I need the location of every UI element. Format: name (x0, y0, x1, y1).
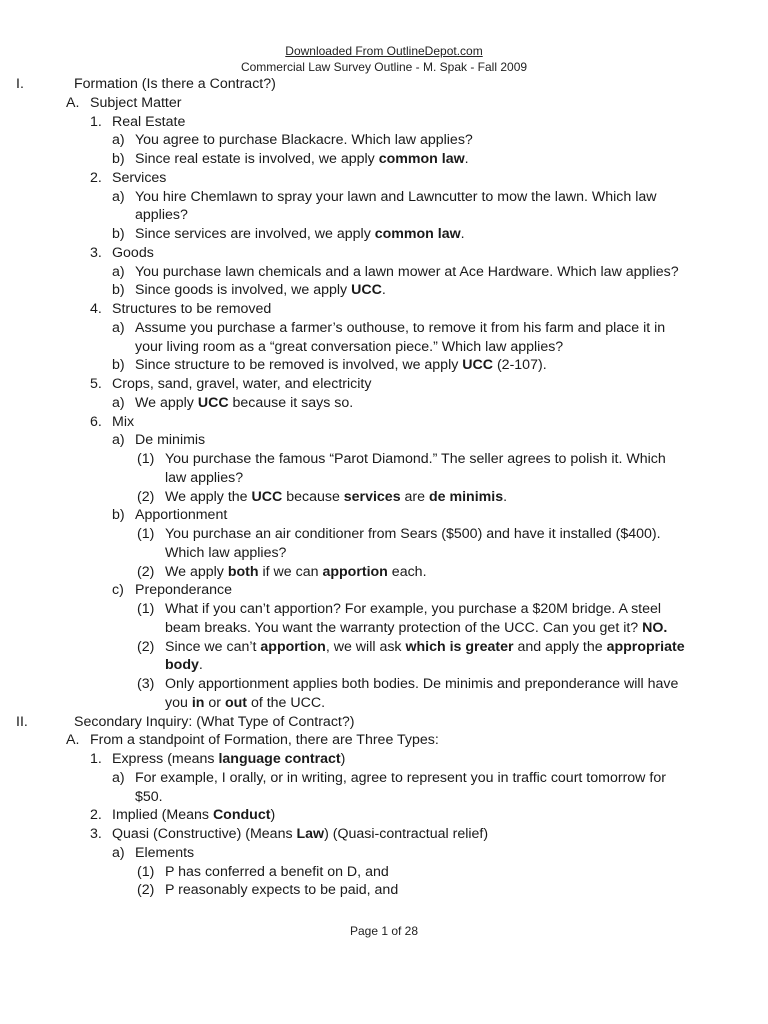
outline-text (112, 413, 134, 432)
outline-text (112, 244, 154, 263)
outline-text (165, 638, 685, 657)
outline-marker: (1) (137, 863, 155, 880)
bold-term: UCC (351, 282, 382, 299)
outline-line (0, 600, 768, 619)
outline-text (90, 94, 181, 113)
document-title: Commercial Law Survey Outline - M. Spak - Fall 2009 (240, 60, 528, 74)
outline-line (0, 881, 768, 900)
outline-text (165, 488, 507, 507)
outline-marker: 1. (90, 113, 102, 130)
text-run: Apportionment (135, 507, 228, 524)
outline-marker: b) (112, 507, 125, 524)
text-run: Since goods is involved, we apply (135, 282, 352, 299)
bold-term: language contract (218, 751, 341, 767)
bold-term: both (227, 563, 259, 580)
bold-term: UCC (197, 394, 229, 411)
outline-line (0, 750, 768, 769)
text-run: Secondary Inquiry: (What Type of Contract?) (74, 713, 355, 730)
outline-line (0, 75, 768, 94)
outline-line (0, 544, 768, 563)
text-run: ) (340, 751, 346, 767)
text-run: We apply (165, 563, 228, 580)
outline-line (0, 394, 768, 413)
bold-term: NO. (642, 619, 668, 636)
outline-text (135, 769, 666, 788)
page-number: Page 1 of 28 (349, 924, 419, 938)
outline-text (165, 525, 661, 544)
outline-line (0, 188, 768, 207)
text-run: Assume you purchase a farmer’s outhouse, to remove it from his farm and place it in (135, 319, 666, 336)
outline-text (165, 600, 661, 619)
bold-term: Conduct (212, 807, 271, 824)
outline-marker: b) (112, 282, 125, 299)
text-run: , we will ask (325, 638, 406, 655)
text-run: Since we can’t (165, 638, 261, 655)
outline-text (112, 113, 185, 132)
outline-marker: 5. (90, 376, 102, 392)
outline-text (165, 656, 203, 675)
outline-text (112, 750, 345, 769)
outline-line (0, 450, 768, 469)
text-run: $50. (135, 788, 163, 805)
bold-term: services (343, 488, 401, 505)
outline-text (165, 694, 325, 713)
text-run: . (460, 226, 465, 242)
outline-line (0, 244, 768, 263)
text-run: . (381, 282, 386, 299)
outline-marker: c) (112, 582, 124, 599)
text-run: P has conferred a benefit on D, and (165, 863, 389, 880)
outline-marker: (2) (137, 638, 155, 655)
text-run: beam breaks. You want the warranty protection of the UCC. Can you get it? (165, 619, 643, 636)
outline-marker: A. (66, 94, 80, 111)
bold-term: Law (296, 826, 325, 842)
outline-line (0, 431, 768, 450)
text-run: You hire Chemlawn to spray your lawn and Lawncutter to mow the lawn. Which law (135, 188, 657, 205)
text-run: Goods (112, 244, 154, 261)
source-link[interactable]: Downloaded From OutlineDepot.com (285, 44, 483, 58)
text-run: We apply the (165, 488, 252, 505)
outline-text (165, 563, 427, 582)
text-run: De minimis (135, 432, 206, 449)
outline-text (165, 881, 398, 900)
outline-text (135, 150, 469, 169)
outline-marker: II. (16, 713, 28, 730)
outline-marker: 1. (90, 751, 102, 767)
outline-line (0, 338, 768, 357)
text-run: Quasi (Constructive) (Means (112, 826, 297, 842)
outline-text (135, 263, 679, 282)
outline-marker: 3. (90, 244, 102, 261)
outline-marker: a) (112, 263, 125, 280)
text-run: You agree to purchase Blackacre. Which law applies? (135, 132, 473, 149)
outline-text (165, 619, 667, 638)
outline-marker: a) (112, 769, 125, 786)
outline-marker: 4. (90, 301, 102, 317)
text-run: or (204, 694, 225, 711)
text-run: Mix (112, 413, 135, 430)
outline-line (0, 563, 768, 582)
text-run: . (503, 488, 508, 505)
outline-text (135, 356, 547, 375)
text-run: law applies? (165, 469, 244, 486)
outline-line (0, 413, 768, 432)
outline-marker: a) (112, 394, 125, 411)
bold-term: out (224, 694, 247, 711)
outline-text (135, 788, 163, 807)
outline-marker: (1) (137, 451, 155, 467)
outline-text (112, 375, 371, 394)
outline-line (0, 94, 768, 113)
outline-text (135, 188, 657, 207)
bold-term: common law (374, 226, 461, 242)
text-run: You purchase lawn chemicals and a lawn mower at Ace Hardware. Which law applies? (135, 263, 679, 280)
outline-line (0, 788, 768, 807)
outline-text (74, 713, 354, 732)
outline-line (0, 581, 768, 600)
outline-line (0, 263, 768, 282)
outline-marker: (2) (137, 488, 155, 505)
text-run: if we can (258, 563, 323, 580)
outline-line (0, 638, 768, 657)
outline-text (135, 394, 353, 413)
outline-marker: (2) (137, 563, 155, 580)
bold-term: apportion (260, 638, 326, 655)
text-run: P reasonably expects to be paid, and (165, 882, 399, 899)
text-run: You purchase the famous “Parot Diamond.” The seller agrees to polish it. Which (165, 451, 666, 467)
outline-marker: A. (66, 732, 80, 749)
outline-line (0, 825, 768, 844)
outline-marker: b) (112, 357, 125, 374)
outline-marker: b) (112, 226, 125, 242)
outline-line (0, 506, 768, 525)
text-run: Services (112, 169, 167, 186)
outline-line (0, 675, 768, 694)
outline-text (135, 319, 665, 338)
outline-line (0, 225, 768, 244)
outline-text (135, 131, 473, 150)
outline-text (74, 75, 276, 94)
text-run: you (165, 694, 192, 711)
outline-marker: a) (112, 432, 125, 449)
text-run: are (400, 488, 429, 505)
outline-line (0, 844, 768, 863)
text-run: of the UCC. (247, 694, 326, 711)
text-run: Since services are involved, we apply (135, 226, 375, 242)
outline-line (0, 656, 768, 675)
text-run: each. (387, 563, 427, 580)
text-run: . (198, 657, 203, 674)
text-run: because (282, 488, 344, 505)
text-run: your living room as a “great conversation piece.” Which law applies? (135, 338, 564, 355)
text-run: Express (means (112, 751, 219, 767)
outline-text (135, 206, 188, 225)
text-run: Structures to be removed (112, 301, 272, 317)
bold-term: appropriate (606, 638, 685, 655)
outline-line (0, 863, 768, 882)
outline-line (0, 113, 768, 132)
text-run: You purchase an air conditioner from Sears ($500) and have it installed ($400). (165, 526, 661, 542)
outline-marker: I. (16, 76, 24, 92)
outline-text (165, 469, 243, 488)
text-run: ) (270, 807, 276, 824)
outline-marker: a) (112, 844, 125, 861)
outline-line (0, 150, 768, 169)
bold-term: UCC (462, 357, 494, 374)
bold-term: common law (378, 151, 465, 167)
outline-text (135, 225, 465, 244)
outline-marker: a) (112, 188, 125, 205)
outline-line (0, 769, 768, 788)
outline-marker: (1) (137, 526, 155, 542)
text-run: Preponderance (135, 582, 233, 599)
text-run: Subject Matter (90, 94, 182, 111)
text-run: (2-107). (493, 357, 547, 374)
outline-line (0, 525, 768, 544)
outline-text (165, 675, 678, 694)
outline-marker: 2. (90, 807, 102, 824)
outline-marker: (3) (137, 676, 155, 692)
outline-line (0, 731, 768, 750)
bold-term: UCC (251, 488, 283, 505)
outline-text (135, 338, 563, 357)
outline-line (0, 300, 768, 319)
text-run: We apply (135, 394, 198, 411)
text-run: From a standpoint of Formation, there are Three Types: (90, 732, 439, 749)
outline-line (0, 206, 768, 225)
outline-marker: 2. (90, 169, 102, 186)
text-run: Formation (Is there a Contract?) (74, 76, 276, 92)
bold-term: in (191, 694, 205, 711)
bold-term: apportion (322, 563, 388, 580)
outline-marker: 3. (90, 826, 102, 842)
text-run: applies? (135, 207, 188, 224)
outline-text (165, 544, 286, 563)
outline-line (0, 131, 768, 150)
bold-term: body (165, 657, 199, 674)
outline-line (0, 469, 768, 488)
outline-text (135, 431, 205, 450)
text-run: Since structure to be removed is involved, we apply (135, 357, 463, 374)
text-run: . (464, 151, 469, 167)
outline-marker: 6. (90, 413, 102, 430)
bold-term: which is greater (405, 638, 514, 655)
outline-text (135, 581, 232, 600)
text-run: and apply the (513, 638, 607, 655)
text-run: Elements (135, 844, 195, 861)
outline-marker: b) (112, 151, 125, 167)
outline-line (0, 488, 768, 507)
text-run: Since real estate is involved, we apply (135, 151, 379, 167)
outline-marker: (2) (137, 882, 155, 899)
outline-marker: a) (112, 319, 125, 336)
outline-marker: a) (112, 132, 125, 149)
outline-line (0, 319, 768, 338)
outline-line (0, 169, 768, 188)
outline-line (0, 806, 768, 825)
outline-text (165, 450, 666, 469)
text-run: For example, I orally, or in writing, agree to represent you in traffic court tomorrow for (135, 769, 666, 786)
text-run: Real Estate (112, 113, 186, 130)
outline-line (0, 713, 768, 732)
outline-line (0, 694, 768, 713)
text-run: What if you can’t apportion? For example, you purchase a $20M bridge. A steel (165, 601, 662, 617)
text-run: Crops, sand, gravel, water, and electricity (112, 376, 372, 392)
outline-marker: (1) (137, 601, 155, 617)
text-run: ) (Quasi-contractual relief) (324, 826, 489, 842)
outline-text (112, 169, 166, 188)
text-run: Which law applies? (165, 544, 287, 561)
outline-line (0, 375, 768, 394)
outline-line (0, 281, 768, 300)
outline-text (135, 281, 386, 300)
outline-line (0, 619, 768, 638)
outline-line (0, 356, 768, 375)
outline-text (112, 825, 488, 844)
text-run: because it says so. (228, 394, 354, 411)
outline-text (90, 731, 439, 750)
text-run: Implied (Means (112, 807, 213, 824)
bold-term: de minimis (428, 488, 504, 505)
outline-text (135, 844, 194, 863)
text-run: Only apportionment applies both bodies. De minimis and preponderance will have (165, 676, 679, 692)
outline-text (112, 300, 271, 319)
outline-text (135, 506, 227, 525)
outline-text (112, 806, 275, 825)
outline-text (165, 863, 389, 882)
